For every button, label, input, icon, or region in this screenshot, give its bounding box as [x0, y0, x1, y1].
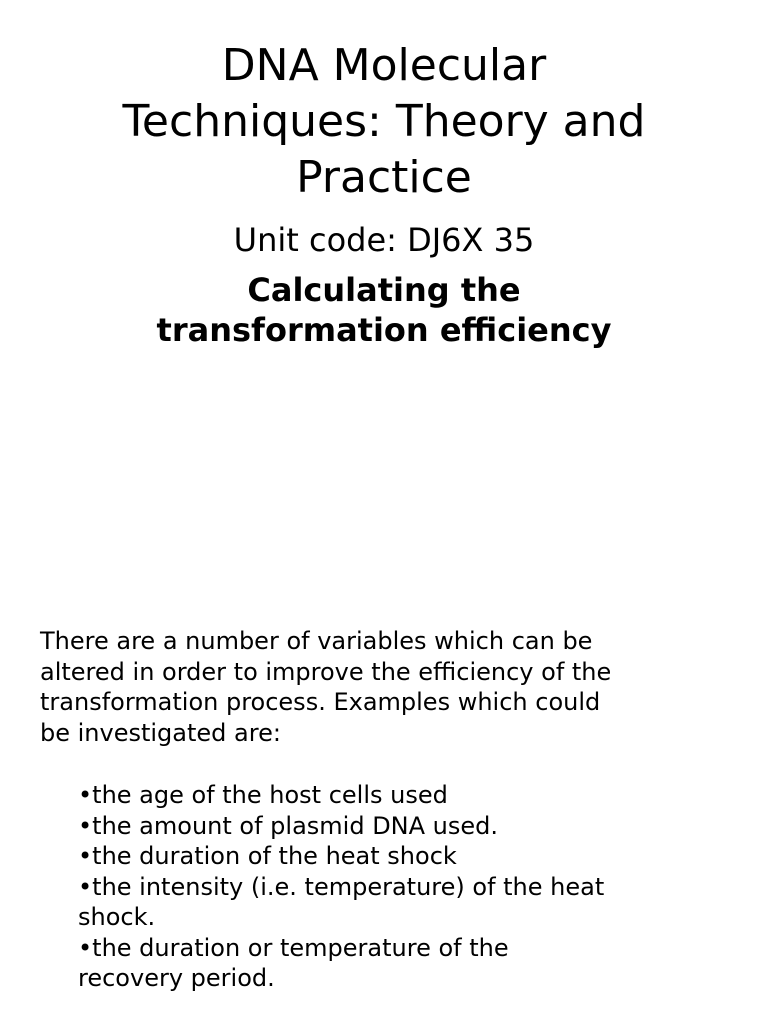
variables-list: [78, 780, 678, 994]
title-line: Practice: [296, 152, 472, 203]
intro-line: altered in order to improve the efficiency of the: [40, 657, 612, 686]
list-item-text: shock.: [78, 903, 156, 931]
list-item: [78, 811, 678, 842]
list-item-text: •the age of the host cells used: [78, 781, 448, 809]
subtitle-line: Calculating the: [247, 271, 521, 309]
list-item: [78, 841, 678, 872]
list-item-text: •the duration or temperature of the: [78, 933, 509, 962]
list-item-text: •the duration of the heat shock: [78, 842, 457, 870]
intro-line: transformation process. Examples which could: [40, 688, 601, 716]
list-item-text: •the intensity (i.e. temperature) of the heat: [78, 872, 605, 901]
page-subtitle: [40, 270, 728, 350]
intro-line: There are a number of variables which can be: [40, 627, 593, 655]
title-line: Techniques: Theory and: [122, 96, 646, 147]
list-item-text: •the amount of plasmid DNA used.: [78, 811, 499, 840]
unit-code: Unit code: DJ6X 35: [233, 221, 535, 259]
page-title: [40, 38, 728, 206]
title-line: DNA Molecular: [221, 40, 547, 91]
intro-paragraph: [40, 626, 680, 748]
list-item: [78, 780, 678, 811]
intro-line: be investigated are:: [40, 718, 281, 747]
list-item: [78, 872, 678, 933]
subtitle-line: transformation efficiency: [156, 311, 612, 349]
list-item: [78, 933, 678, 994]
list-item-text: recovery period.: [78, 964, 275, 992]
